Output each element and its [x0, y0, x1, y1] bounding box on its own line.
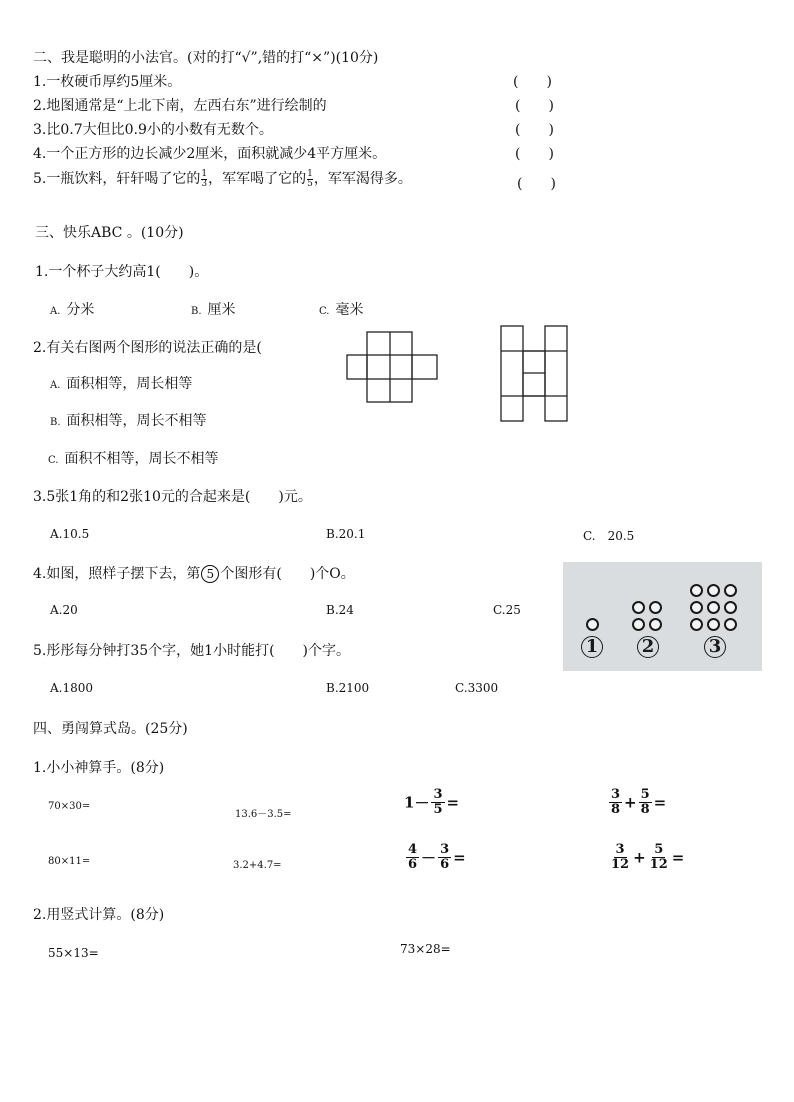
fraction-denominator: 8: [611, 802, 621, 817]
minus-sign: －: [421, 849, 437, 867]
q4-option-b[interactable]: B.24: [326, 603, 354, 617]
answer-paren-1[interactable]: ( ): [513, 74, 552, 90]
fraction-numerator: 4: [408, 842, 418, 857]
fraction-denominator: 12: [649, 857, 668, 872]
judge-item-5: [33, 168, 412, 189]
answer-paren-4[interactable]: ( ): [515, 146, 554, 162]
q3-option-a[interactable]: A.10.5: [50, 527, 90, 541]
subsection-vertical-calc: 2.用竖式计算。(8分): [33, 907, 165, 923]
fraction-numerator: 1: [201, 168, 208, 179]
circle-mark: [724, 584, 737, 597]
judge-item-5-part-c: ，军军渴得多。: [313, 171, 412, 187]
subsection-quick-calc: 1.小小神算手。(8分): [33, 760, 165, 776]
figure-label-1: 1: [581, 636, 603, 658]
fraction-one-third: [201, 170, 207, 189]
answer-paren-5[interactable]: ( ): [517, 176, 556, 192]
fraction-numerator: 3: [433, 787, 443, 802]
circle-mark: [690, 584, 703, 597]
q1-option-a[interactable]: [50, 299, 94, 319]
fraction-denominator: 8: [640, 802, 650, 817]
fraction: [431, 788, 444, 817]
q2-option-b[interactable]: [50, 410, 207, 430]
equals-sign: =: [453, 848, 466, 867]
judge-item-5-part-a: 5.一瓶饮料，轩轩喝了它的: [33, 171, 201, 187]
plus-sign: +: [633, 848, 646, 867]
q1-option-b[interactable]: [191, 299, 236, 319]
answer-paren-3[interactable]: ( ): [515, 122, 554, 138]
fraction-expr-4: [607, 843, 684, 872]
option-text: 毫米: [335, 302, 364, 318]
judge-item-3: 3.比0.7大但比0.9小的小数有无数个。: [33, 122, 273, 138]
figure-label-2: 2: [637, 636, 659, 658]
option-label: A.: [50, 306, 61, 317]
fraction-denominator: 6: [440, 857, 450, 872]
q4-text-a: 4.如图，照样子摆下去，第: [33, 566, 201, 582]
fraction-numerator: 5: [640, 787, 650, 802]
circle-mark: [724, 618, 737, 631]
equals-sign: =: [446, 793, 460, 812]
circle-mark: [707, 618, 720, 631]
fraction-numerator: 3: [611, 787, 621, 802]
choice-q4: [33, 563, 355, 583]
equals-sign: =: [653, 793, 667, 812]
choice-q3: 3.5张1角的和2张10元的合起来是( )元。: [33, 489, 312, 505]
fraction-denominator: 5: [433, 802, 443, 817]
judge-item-4: 4.一个正方形的边长减少2厘米，面积就减少4平方厘米。: [33, 146, 387, 162]
q5-option-b[interactable]: B.2100: [326, 681, 370, 695]
circle-pattern-picture: [563, 562, 762, 671]
h-shape-figure: [498, 324, 568, 424]
q4-text-b: 个图形有( )个O。: [220, 566, 355, 582]
fraction-expr-1: [404, 788, 459, 817]
vertical-calc-2: 73×28=: [400, 942, 451, 956]
fraction-numerator: 3: [615, 842, 625, 857]
section-3-title: 三、快乐ABC 。(10分): [35, 225, 184, 241]
calc-item-2: 13.6－3.5=: [235, 809, 292, 820]
fraction: [609, 788, 622, 817]
circled-number: 5: [201, 565, 219, 583]
circle-mark: [632, 601, 645, 614]
option-label: B.: [50, 417, 61, 428]
fraction: [609, 843, 631, 872]
calc-item-1: 70×30=: [48, 801, 91, 812]
option-text: 面积相等，周长不相等: [66, 413, 207, 429]
whole-number: 1: [404, 793, 415, 812]
fraction: [639, 788, 652, 817]
circle-mark: [586, 618, 599, 631]
circle-mark: [649, 601, 662, 614]
fraction: [438, 843, 451, 872]
option-text: 面积相等，周长相等: [66, 376, 193, 392]
circle-mark: [724, 601, 737, 614]
circle-mark: [690, 618, 703, 631]
q5-option-c[interactable]: C.3300: [455, 681, 499, 695]
q3-option-c[interactable]: C. 20.5: [583, 529, 635, 543]
q2-option-a[interactable]: [50, 373, 192, 393]
q2-option-c[interactable]: [48, 448, 218, 468]
circle-mark: [707, 584, 720, 597]
equals-sign: =: [671, 848, 685, 867]
circle-mark: [690, 601, 703, 614]
fraction: [406, 843, 419, 872]
cross-shape-figure: [345, 330, 440, 405]
plus-sign: +: [624, 793, 637, 812]
circle-mark: [649, 618, 662, 631]
circle-mark: [707, 601, 720, 614]
vertical-calc-1: 55×13=: [48, 946, 99, 960]
section-4-title: 四、勇闯算式岛。(25分): [33, 721, 188, 737]
judge-item-5-part-b: ，军军喝了它的: [208, 171, 307, 187]
fraction-denominator: 12: [611, 857, 630, 872]
choice-q1: 1.一个杯子大约高1( )。: [35, 264, 209, 280]
option-label: B.: [191, 306, 202, 317]
fraction-denominator: 3: [201, 178, 208, 189]
fraction-numerator: 5: [654, 842, 664, 857]
option-text: 厘米: [207, 302, 236, 318]
answer-paren-2[interactable]: ( ): [515, 98, 554, 114]
option-label: C.: [48, 455, 59, 466]
fraction-expr-2: [607, 788, 666, 817]
q5-option-a[interactable]: A.1800: [50, 681, 94, 695]
q3-option-b[interactable]: B.20.1: [326, 527, 366, 541]
judge-item-2: 2.地图通常是“上北下南，左西右东”进行绘制的: [33, 98, 327, 114]
q4-option-c[interactable]: C.25: [493, 603, 521, 617]
fraction-expr-3: [404, 843, 466, 872]
judge-item-1: 1.一枚硬币厚约5厘米。: [33, 74, 182, 90]
option-text: 分米: [66, 302, 95, 318]
section-2-title: 二、我是聪明的小法官。(对的打“√”,错的打“×”)(10分): [33, 50, 379, 66]
minus-sign: －: [414, 794, 430, 812]
circle-mark: [632, 618, 645, 631]
q4-option-a[interactable]: A.20: [50, 603, 78, 617]
fraction: [648, 843, 670, 872]
figure-label-3: 3: [704, 636, 726, 658]
choice-q5: 5.彤彤每分钟打35个字，她1小时能打( )个字。: [33, 643, 351, 659]
option-label: C.: [319, 306, 330, 317]
fraction-numerator: 1: [307, 168, 313, 179]
fraction-one-fifth: [307, 170, 313, 189]
fraction-numerator: 3: [440, 842, 450, 857]
choice-q2: 2.有关右图两个图形的说法正确的是(: [33, 340, 262, 356]
calc-item-4: 3.2+4.7=: [233, 860, 282, 871]
option-text: 面积不相等，周长不相等: [64, 451, 219, 467]
calc-item-3: 80×11=: [48, 856, 91, 867]
option-label: A.: [50, 380, 61, 391]
fraction-denominator: 6: [408, 857, 418, 872]
q1-option-c[interactable]: [319, 299, 363, 319]
fraction-denominator: 5: [307, 178, 313, 189]
